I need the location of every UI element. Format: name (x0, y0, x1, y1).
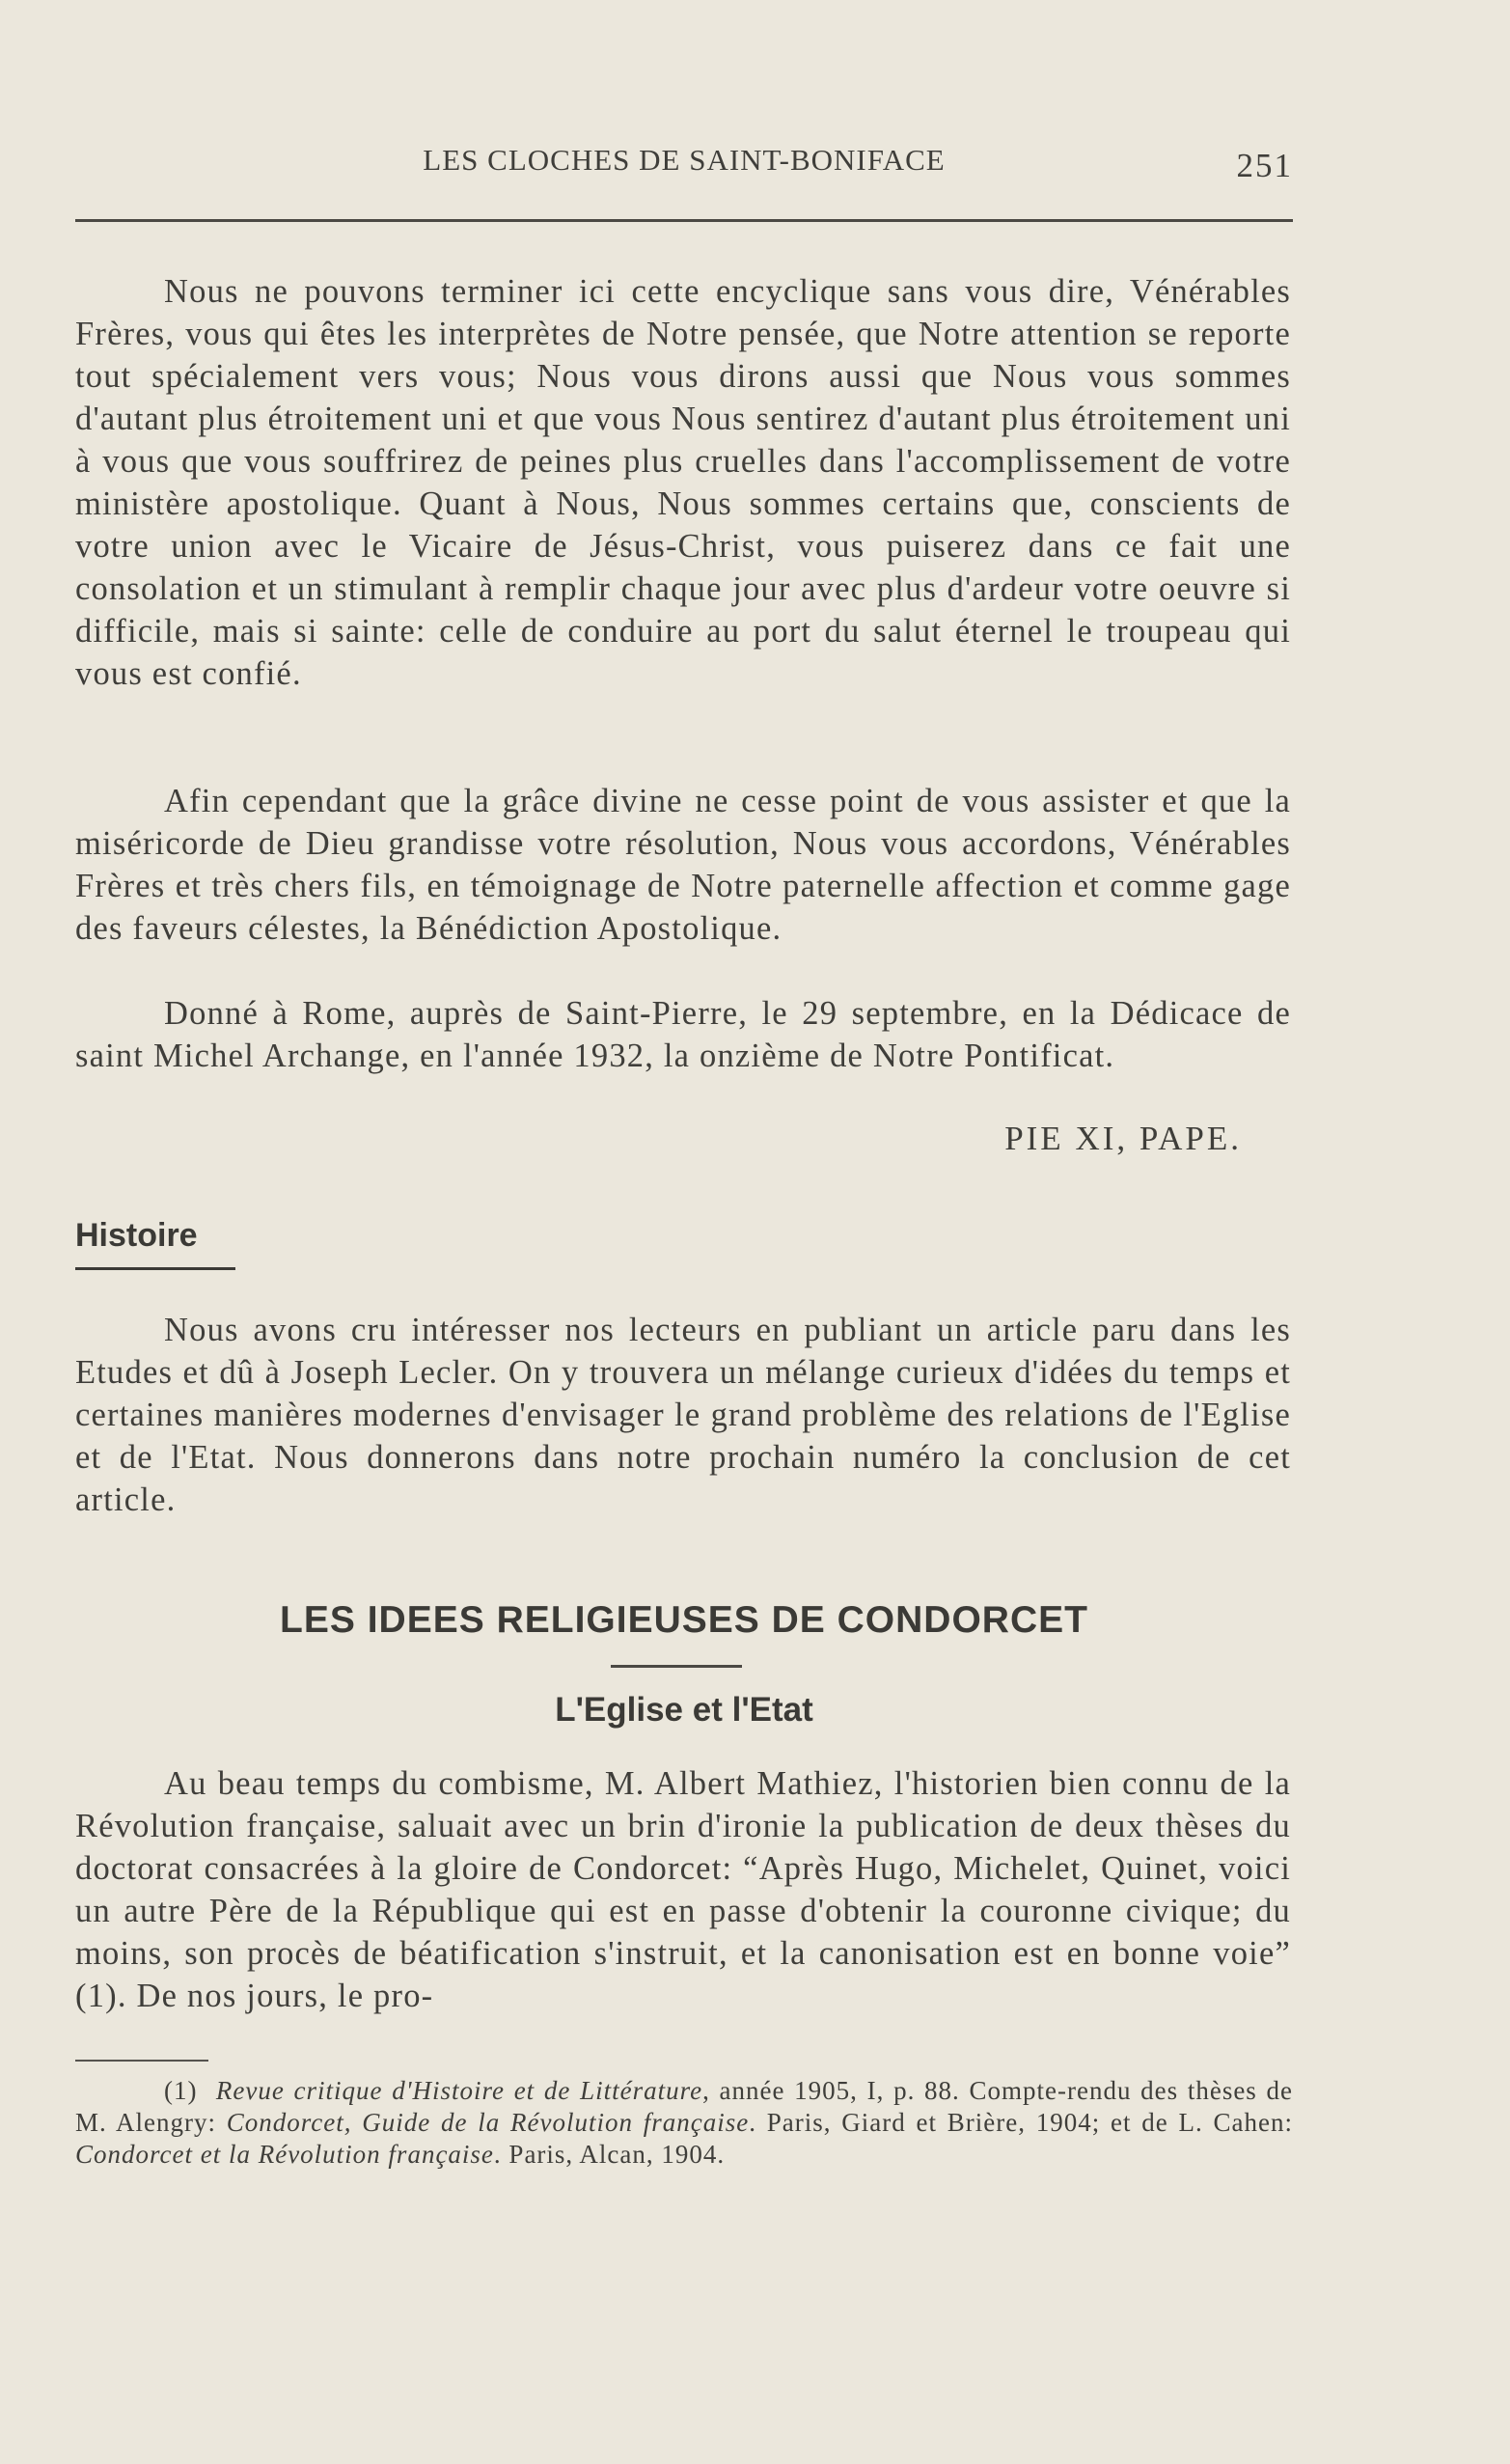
signature: PIE XI, PAPE. (1004, 1120, 1242, 1157)
editor-intro: Nous avons cru intéresser nos lecteurs en publiant un article paru dans les Etudes et dû à Joseph Lecler. On y trouvera un mélange curieux d'idées du temps et certaines manières modernes d'envisager le grand problème des relations de l'Eglise et de l'Etat. Nous donnerons dans notre prochain numéro la conclusion de cet article. (75, 1312, 1291, 1518)
title-rule (611, 1665, 742, 1668)
running-head (75, 143, 1293, 191)
article-body: Au beau temps du combisme, M. Albert Mathiez, l'historien bien connu de la Révolution française, saluait avec un brin d'ironie la publication de deux thèses du doctorat consacrées à la gloire de Condorcet: “Après Hugo, Michelet, Quinet, voici un autre Père de la République qui est en passe d'obtenir la couronne civique; du moins, son procès de béatification s'instruit, et la canonisation est en bonne voie” (1). De nos jours, le pro- (75, 1765, 1291, 2014)
footnote (75, 2075, 1293, 2171)
footnote-journal: Revue critique d'Histoire et de Littérature (215, 2076, 703, 2105)
footnote-book-title: Condorcet et la Révolution française (75, 2140, 494, 2169)
footnote-text: . Paris, Alcan, 1904. (493, 2140, 726, 2169)
footnote-text: . Paris, Giard et Brière, 1904; et de L. Cahen: (749, 2108, 1294, 2137)
footnote-marker: (1) (164, 2076, 198, 2105)
footnote-rule (75, 2060, 208, 2062)
footnote-book-title: Condorcet, Guide de la Révolution française (226, 2108, 750, 2137)
article-subtitle: L'Eglise et l'Etat (555, 1691, 813, 1729)
page-number: 251 (1236, 147, 1293, 184)
encyclical-paragraph-1: Nous ne pouvons terminer ici cette encyclique sans vous dire, Vénérables Frères, vous qui êtes les interprètes de Notre pensée, que Notre attention se reporte tout spécialement vers vous; Nous vous dirons aussi que Nous vous sommes d'autant plus étroitement uni et que vous Nous sentirez d'autant plus étroitement uni à vous que vous souffrirez de peines plus cruelles dans l'accomplissement de votre ministère apostolique. Quant à Nous, Nous sommes certains que, conscients de votre union avec le Vicaire de Jésus-Christ, vous puiserez dans ce fait une consolation et un stimulant à remplir chaque jour avec plus d'ardeur votre oeuvre si difficile, mais si sainte: celle de conduire au port du salut éternel le troupeau qui vous est confié. (75, 273, 1291, 692)
running-title: LES CLOCHES DE SAINT-BONIFACE (423, 143, 946, 177)
article-title: LES IDEES RELIGIEUSES DE CONDORCET (280, 1599, 1088, 1641)
section-rule (75, 1267, 235, 1270)
header-rule (75, 219, 1293, 222)
footnote-text: , année 1905, I, p. 88. Compte-rendu des thèses de M. Alengry: (75, 2076, 1294, 2137)
encyclical-paragraph-2: Afin cependant que la grâce divine ne cesse point de vous assister et que la miséricorde de Dieu grandisse votre résolution, Nous vous accordons, Vénérables Frères et très chers fils, en témoignage de Notre paternelle affection et comme gage des faveurs célestes, la Bénédiction Apostolique. (75, 783, 1291, 947)
encyclical-paragraph-3: Donné à Rome, auprès de Saint-Pierre, le 29 septembre, en la Dédicace de saint Michel Archange, en l'année 1932, la onzième de Notre Pontificat. (75, 995, 1291, 1074)
section-label: Histoire (75, 1217, 198, 1254)
